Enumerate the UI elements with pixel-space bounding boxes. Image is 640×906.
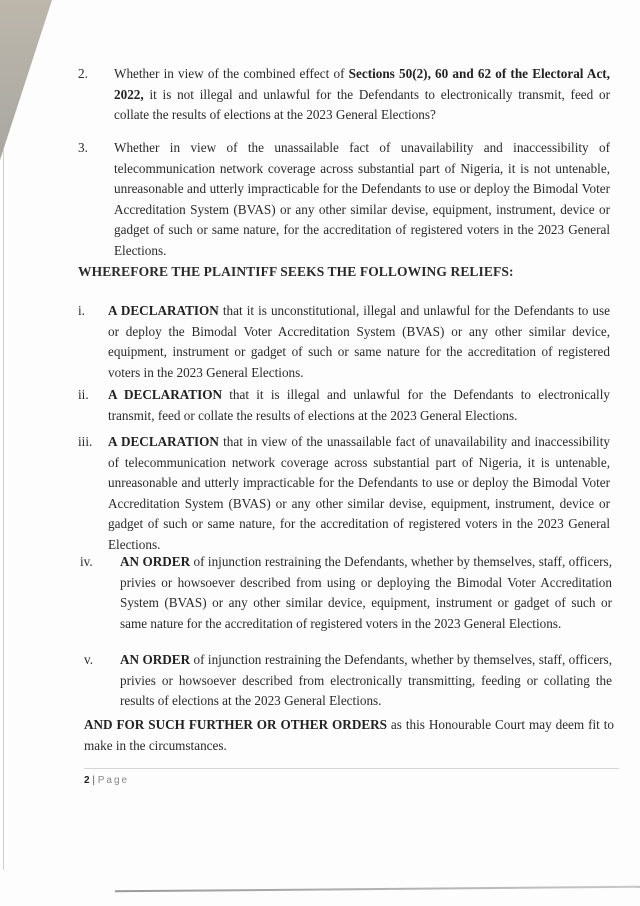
question-number: 2.: [78, 66, 88, 81]
scan-edge: [3, 150, 4, 870]
question-number: 3.: [78, 140, 88, 155]
relief-number: iv.: [80, 554, 93, 569]
question-2: Whether in view of the combined effect of Sections 50(2), 60 and 62 of the Electoral Act, 2022, it is not illegal and unlawful for the Defendants to electronically transmit, feed or collate the results of elections at the 2023 General Elections?: [114, 66, 610, 122]
relief-iv: AN ORDER of injunction restraining the Defendants, whether by themselves, staff, officers, privies or howsoever described from using or deploying the Bimodal Voter Accreditation System (BVAS) or any other similar device, equipment, instrument or gadget of such or same nature for the accreditation of registered voters in the 2023 General Elections.: [120, 554, 612, 631]
closing-prayer: AND FOR SUCH FURTHER OR OTHER ORDERS as this Honourable Court may deem fit to make in the circumstances.: [84, 717, 614, 753]
relief-iii: A DECLARATION that in view of the unassailable fact of unavailability and inaccessibility of telecommunication network coverage across substantial part of Nigeria, it is untenable, unreasonable and utterly impracticable for the Defendants to use or deploy the Bimodal Voter Accreditation System (BVAS) or any other similar devise, equipment, instrument, device or gadget of such or same nature, for the accreditation of registered voters in the 2023 General Elections.: [108, 434, 610, 552]
relief-number: ii.: [78, 387, 89, 402]
scan-shadow: [0, 0, 52, 160]
relief-v: AN ORDER of injunction restraining the Defendants, whether by themselves, staff, officers, privies or howsoever described from electronically transmitting, feeding or collating the results of elections at the 2023 General Elections.: [120, 652, 612, 708]
footer-divider: [84, 768, 619, 769]
page-number: 2 | Page: [84, 775, 130, 786]
reliefs-heading: WHEREFORE THE PLAINTIFF SEEKS THE FOLLOWING RELIEFS:: [78, 264, 514, 279]
relief-ii: A DECLARATION that it is illegal and unlawful for the Defendants to electronically transmit, feed or collate the results of elections at the 2023 General Elections.: [108, 387, 610, 423]
relief-i: A DECLARATION that it is unconstitutional, illegal and unlawful for the Defendants to use or deploy the Bimodal Voter Accreditation System (BVAS) or any other similar device, equipment, instrument or gadget of such or same nature for the accreditation of registered voters in the 2023 General Elections.: [108, 303, 610, 380]
scan-bottom-edge: [115, 886, 640, 893]
relief-number: iii.: [78, 434, 93, 449]
relief-number: i.: [78, 303, 85, 318]
question-3: Whether in view of the unassailable fact of unavailability and inaccessibility of telecommunication network coverage across substantial part of Nigeria, it is not untenable, unreasonable and utterly impracticable for the Defendants to use or deploy the Bimodal Voter Accreditation System (BVAS) or any other similar devise, equipment, instrument, device or gadget of such or same nature, for the accreditation of registered voters in the 2023 General Elections.: [114, 140, 610, 258]
relief-number: v.: [84, 652, 94, 667]
